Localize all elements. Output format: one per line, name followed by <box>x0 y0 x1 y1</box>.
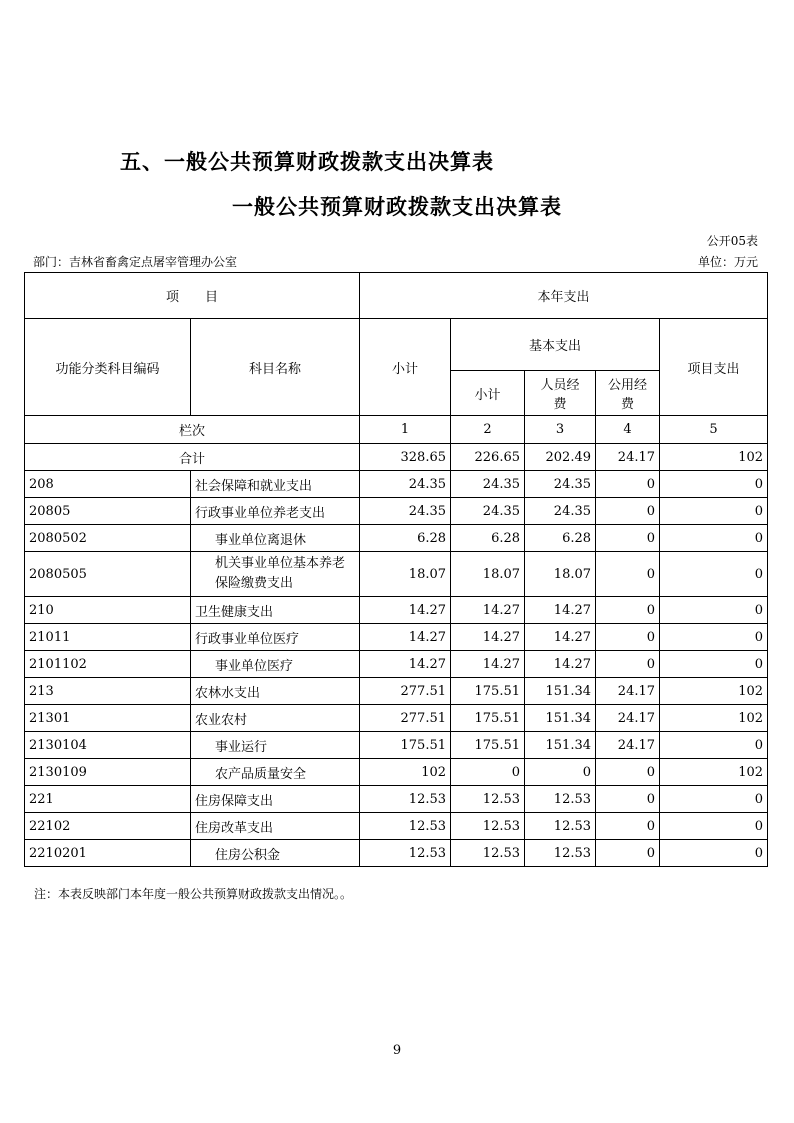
row-project: 0 <box>660 498 768 525</box>
row-name: 住房改革支出 <box>191 813 360 840</box>
row-public: 0 <box>596 597 660 624</box>
header-row-2 <box>25 319 768 371</box>
row-project: 102 <box>660 705 768 732</box>
row-personnel: 14.27 <box>525 597 596 624</box>
row-subtotal: 6.28 <box>360 525 451 552</box>
row-basic-subtotal: 175.51 <box>451 705 525 732</box>
table-row <box>25 651 768 678</box>
row-name: 事业单位离退休 <box>191 525 360 552</box>
total-row <box>25 444 768 471</box>
row-project: 102 <box>660 759 768 786</box>
row-name: 行政事业单位医疗 <box>191 624 360 651</box>
column-no-1: 1 <box>360 416 451 444</box>
row-basic-subtotal: 175.51 <box>451 732 525 759</box>
row-basic-subtotal: 6.28 <box>451 525 525 552</box>
column-number-row <box>25 416 768 444</box>
row-code: 2130104 <box>25 732 191 759</box>
row-public: 0 <box>596 525 660 552</box>
row-project: 0 <box>660 624 768 651</box>
table-row <box>25 813 768 840</box>
expenditure-table <box>24 272 768 867</box>
page-number: 9 <box>392 1043 402 1058</box>
row-public: 24.17 <box>596 705 660 732</box>
row-personnel: 151.34 <box>525 732 596 759</box>
table-row <box>25 471 768 498</box>
row-subtotal: 14.27 <box>360 597 451 624</box>
row-code: 221 <box>25 786 191 813</box>
row-subtotal: 14.27 <box>360 624 451 651</box>
row-subtotal: 14.27 <box>360 651 451 678</box>
row-subtotal: 277.51 <box>360 678 451 705</box>
row-code: 22102 <box>25 813 191 840</box>
header-personnel: 人员经费 <box>525 371 596 416</box>
row-personnel: 151.34 <box>525 678 596 705</box>
row-personnel: 12.53 <box>525 813 596 840</box>
row-personnel: 24.35 <box>525 471 596 498</box>
row-public: 0 <box>596 786 660 813</box>
column-no-5: 5 <box>660 416 768 444</box>
row-subtotal: 102 <box>360 759 451 786</box>
row-name: 住房公积金 <box>191 840 360 867</box>
row-project: 0 <box>660 471 768 498</box>
table-row <box>25 624 768 651</box>
table-row <box>25 759 768 786</box>
table-row <box>25 552 768 597</box>
column-no-3: 3 <box>525 416 596 444</box>
header-code: 功能分类科目编码 <box>25 319 191 416</box>
row-personnel: 12.53 <box>525 840 596 867</box>
header-basic-subtotal: 小计 <box>451 371 525 416</box>
row-name: 住房保障支出 <box>191 786 360 813</box>
column-no-4: 4 <box>596 416 660 444</box>
row-public: 0 <box>596 813 660 840</box>
row-project: 0 <box>660 813 768 840</box>
row-name: 事业单位医疗 <box>191 651 360 678</box>
table-title: 一般公共预算财政拨款支出决算表 <box>232 195 562 219</box>
table-row <box>25 705 768 732</box>
table-note: 注：本表反映部门本年度一般公共预算财政拨款支出情况。。 <box>34 887 353 901</box>
row-basic-subtotal: 14.27 <box>451 624 525 651</box>
row-subtotal: 175.51 <box>360 732 451 759</box>
row-name: 农业农村 <box>191 705 360 732</box>
row-basic-subtotal: 24.35 <box>451 471 525 498</box>
unit-label: 单位：万元 <box>697 255 758 269</box>
row-name: 卫生健康支出 <box>191 597 360 624</box>
row-code: 21011 <box>25 624 191 651</box>
row-subtotal: 12.53 <box>360 813 451 840</box>
row-basic-subtotal: 12.53 <box>451 813 525 840</box>
row-personnel: 14.27 <box>525 651 596 678</box>
header-item: 项 目 <box>25 273 360 319</box>
row-public: 24.17 <box>596 678 660 705</box>
column-no-label: 栏次 <box>25 416 360 444</box>
row-public: 0 <box>596 840 660 867</box>
row-name: 事业运行 <box>191 732 360 759</box>
total-project: 102 <box>660 444 768 471</box>
table-row <box>25 498 768 525</box>
table-row <box>25 597 768 624</box>
header-public: 公用经费 <box>596 371 660 416</box>
row-subtotal: 12.53 <box>360 840 451 867</box>
row-public: 0 <box>596 624 660 651</box>
header-subtotal: 小计 <box>360 319 451 416</box>
header-name: 科目名称 <box>191 319 360 416</box>
row-project: 0 <box>660 786 768 813</box>
row-public: 0 <box>596 552 660 597</box>
row-code: 2210201 <box>25 840 191 867</box>
table-row <box>25 840 768 867</box>
row-basic-subtotal: 12.53 <box>451 840 525 867</box>
row-public: 0 <box>596 759 660 786</box>
row-public: 0 <box>596 651 660 678</box>
row-code: 21301 <box>25 705 191 732</box>
row-personnel: 24.35 <box>525 498 596 525</box>
row-personnel: 12.53 <box>525 786 596 813</box>
header-row-1 <box>25 273 768 319</box>
department-label: 部门：吉林省畜禽定点屠宰管理办公室 <box>33 255 238 269</box>
row-project: 0 <box>660 651 768 678</box>
row-personnel: 14.27 <box>525 624 596 651</box>
table-row <box>25 786 768 813</box>
row-basic-subtotal: 18.07 <box>451 552 525 597</box>
row-subtotal: 24.35 <box>360 498 451 525</box>
row-project: 0 <box>660 597 768 624</box>
row-code: 2130109 <box>25 759 191 786</box>
total-public: 24.17 <box>596 444 660 471</box>
table-row <box>25 678 768 705</box>
row-subtotal: 12.53 <box>360 786 451 813</box>
row-personnel: 6.28 <box>525 525 596 552</box>
total-basic-subtotal: 226.65 <box>451 444 525 471</box>
column-no-2: 2 <box>451 416 525 444</box>
table-row <box>25 525 768 552</box>
row-project: 0 <box>660 732 768 759</box>
row-code: 208 <box>25 471 191 498</box>
row-basic-subtotal: 14.27 <box>451 651 525 678</box>
row-subtotal: 277.51 <box>360 705 451 732</box>
total-subtotal: 328.65 <box>360 444 451 471</box>
row-name: 社会保障和就业支出 <box>191 471 360 498</box>
row-basic-subtotal: 175.51 <box>451 678 525 705</box>
total-personnel: 202.49 <box>525 444 596 471</box>
row-code: 2080502 <box>25 525 191 552</box>
row-project: 0 <box>660 525 768 552</box>
row-public: 0 <box>596 471 660 498</box>
header-project: 项目支出 <box>660 319 768 416</box>
row-public: 24.17 <box>596 732 660 759</box>
row-public: 0 <box>596 498 660 525</box>
row-name: 机关事业单位基本养老保险缴费支出 <box>191 552 360 597</box>
table-row <box>25 732 768 759</box>
row-subtotal: 24.35 <box>360 471 451 498</box>
form-code: 公开05表 <box>706 234 758 248</box>
row-name: 农产品质量安全 <box>191 759 360 786</box>
row-personnel: 18.07 <box>525 552 596 597</box>
row-code: 20805 <box>25 498 191 525</box>
header-current-year: 本年支出 <box>360 273 768 319</box>
row-name: 行政事业单位养老支出 <box>191 498 360 525</box>
row-basic-subtotal: 14.27 <box>451 597 525 624</box>
row-project: 0 <box>660 840 768 867</box>
row-project: 102 <box>660 678 768 705</box>
row-basic-subtotal: 0 <box>451 759 525 786</box>
header-basic: 基本支出 <box>451 319 660 371</box>
row-basic-subtotal: 24.35 <box>451 498 525 525</box>
row-code: 2080505 <box>25 552 191 597</box>
row-name: 农林水支出 <box>191 678 360 705</box>
row-code: 213 <box>25 678 191 705</box>
row-basic-subtotal: 12.53 <box>451 786 525 813</box>
total-label: 合计 <box>25 444 360 471</box>
section-title: 五、一般公共预算财政拨款支出决算表 <box>120 150 494 174</box>
row-code: 210 <box>25 597 191 624</box>
row-code: 2101102 <box>25 651 191 678</box>
row-subtotal: 18.07 <box>360 552 451 597</box>
row-personnel: 151.34 <box>525 705 596 732</box>
row-project: 0 <box>660 552 768 597</box>
row-personnel: 0 <box>525 759 596 786</box>
